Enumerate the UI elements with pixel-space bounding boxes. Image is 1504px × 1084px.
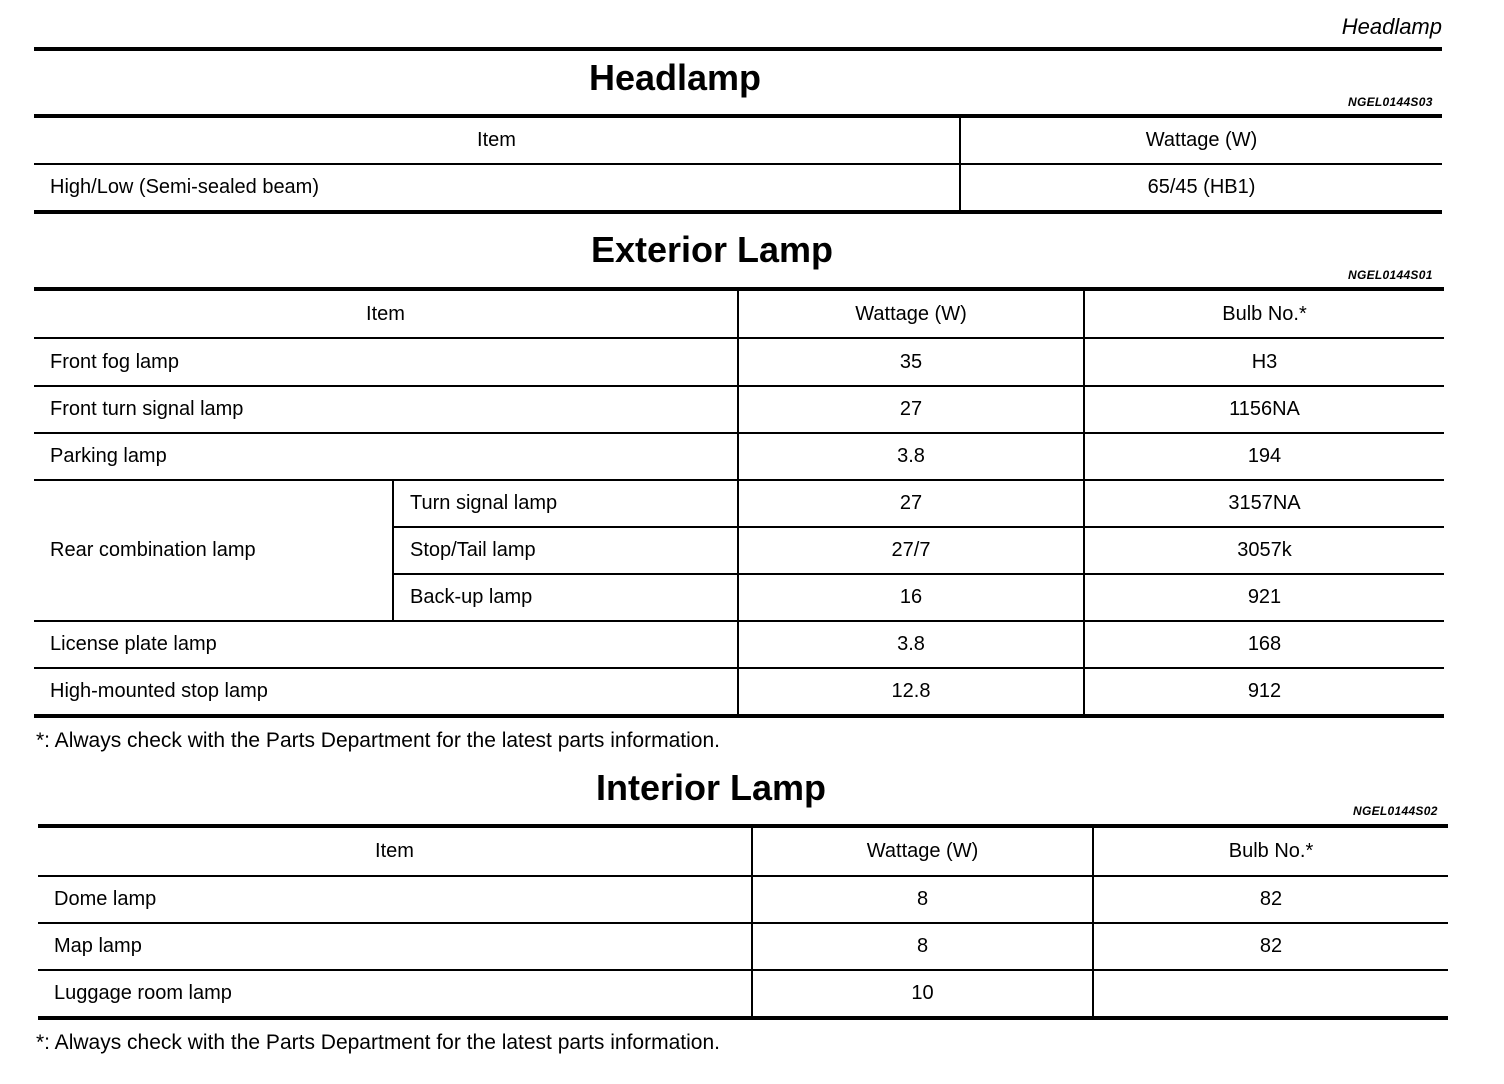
- table-row: [34, 621, 1444, 668]
- cell-wattage: 27/7: [738, 527, 1084, 574]
- exterior-table: [34, 287, 1444, 718]
- cell-wattage: 8: [752, 923, 1093, 970]
- cell-wattage: 12.8: [738, 668, 1084, 716]
- cell-bulb: [1093, 970, 1448, 1018]
- col-header-item: Item: [38, 826, 752, 876]
- table-row: [38, 876, 1448, 923]
- section-code-interior: NGEL0144S02: [1353, 804, 1438, 818]
- table-row: [34, 480, 1444, 527]
- interior-table: [38, 824, 1448, 1020]
- section-title-exterior: Exterior Lamp: [590, 229, 834, 270]
- cell-subitem: Turn signal lamp: [393, 480, 738, 527]
- col-header-bulb: Bulb No.*: [1093, 826, 1448, 876]
- cell-group-label: Rear combination lamp: [34, 480, 393, 621]
- cell-bulb: 194: [1084, 433, 1444, 480]
- cell-bulb: 1156NA: [1084, 386, 1444, 433]
- cell-wattage: 35: [738, 338, 1084, 386]
- cell-wattage: 65/45 (HB1): [960, 164, 1442, 212]
- cell-wattage: 27: [738, 386, 1084, 433]
- footnote-exterior: *: Always check with the Parts Department for the latest parts information.: [36, 729, 720, 752]
- cell-item: Dome lamp: [38, 876, 752, 923]
- table-row: [34, 164, 1442, 212]
- headlamp-table: [34, 114, 1442, 214]
- col-header-item: Item: [34, 289, 738, 338]
- cell-bulb: 3157NA: [1084, 480, 1444, 527]
- cell-bulb: 921: [1084, 574, 1444, 621]
- table-row: [38, 970, 1448, 1018]
- table-row: [34, 386, 1444, 433]
- cell-wattage: 3.8: [738, 433, 1084, 480]
- col-header-item: Item: [34, 116, 960, 164]
- cell-item: High/Low (Semi-sealed beam): [34, 164, 960, 212]
- table-row: [34, 668, 1444, 716]
- cell-item: Luggage room lamp: [38, 970, 752, 1018]
- cell-wattage: 27: [738, 480, 1084, 527]
- cell-item: High-mounted stop lamp: [34, 668, 738, 716]
- footnote-interior: *: Always check with the Parts Department for the latest parts information.: [36, 1031, 720, 1054]
- cell-bulb: 168: [1084, 621, 1444, 668]
- cell-wattage: 10: [752, 970, 1093, 1018]
- section-title-headlamp: Headlamp: [588, 57, 762, 98]
- col-header-wattage: Wattage (W): [738, 289, 1084, 338]
- cell-item: Front fog lamp: [34, 338, 738, 386]
- section-code-exterior: NGEL0144S01: [1348, 268, 1433, 282]
- cell-wattage: 8: [752, 876, 1093, 923]
- table-row: [38, 923, 1448, 970]
- col-header-bulb: Bulb No.*: [1084, 289, 1444, 338]
- col-header-wattage: Wattage (W): [960, 116, 1442, 164]
- cell-bulb: 912: [1084, 668, 1444, 716]
- cell-wattage: 3.8: [738, 621, 1084, 668]
- table-row: [34, 433, 1444, 480]
- cell-bulb: 82: [1093, 876, 1448, 923]
- header-rule: [34, 47, 1442, 51]
- col-header-wattage: Wattage (W): [752, 826, 1093, 876]
- cell-bulb: 82: [1093, 923, 1448, 970]
- cell-item: Parking lamp: [34, 433, 738, 480]
- cell-subitem: Stop/Tail lamp: [393, 527, 738, 574]
- cell-subitem: Back-up lamp: [393, 574, 738, 621]
- cell-item: License plate lamp: [34, 621, 738, 668]
- section-title-interior: Interior Lamp: [595, 767, 827, 808]
- cell-item: Front turn signal lamp: [34, 386, 738, 433]
- cell-bulb: 3057k: [1084, 527, 1444, 574]
- cell-bulb: H3: [1084, 338, 1444, 386]
- table-row: [34, 338, 1444, 386]
- running-header: Headlamp: [1341, 14, 1442, 39]
- cell-wattage: 16: [738, 574, 1084, 621]
- cell-item: Map lamp: [38, 923, 752, 970]
- section-code-headlamp: NGEL0144S03: [1348, 95, 1433, 109]
